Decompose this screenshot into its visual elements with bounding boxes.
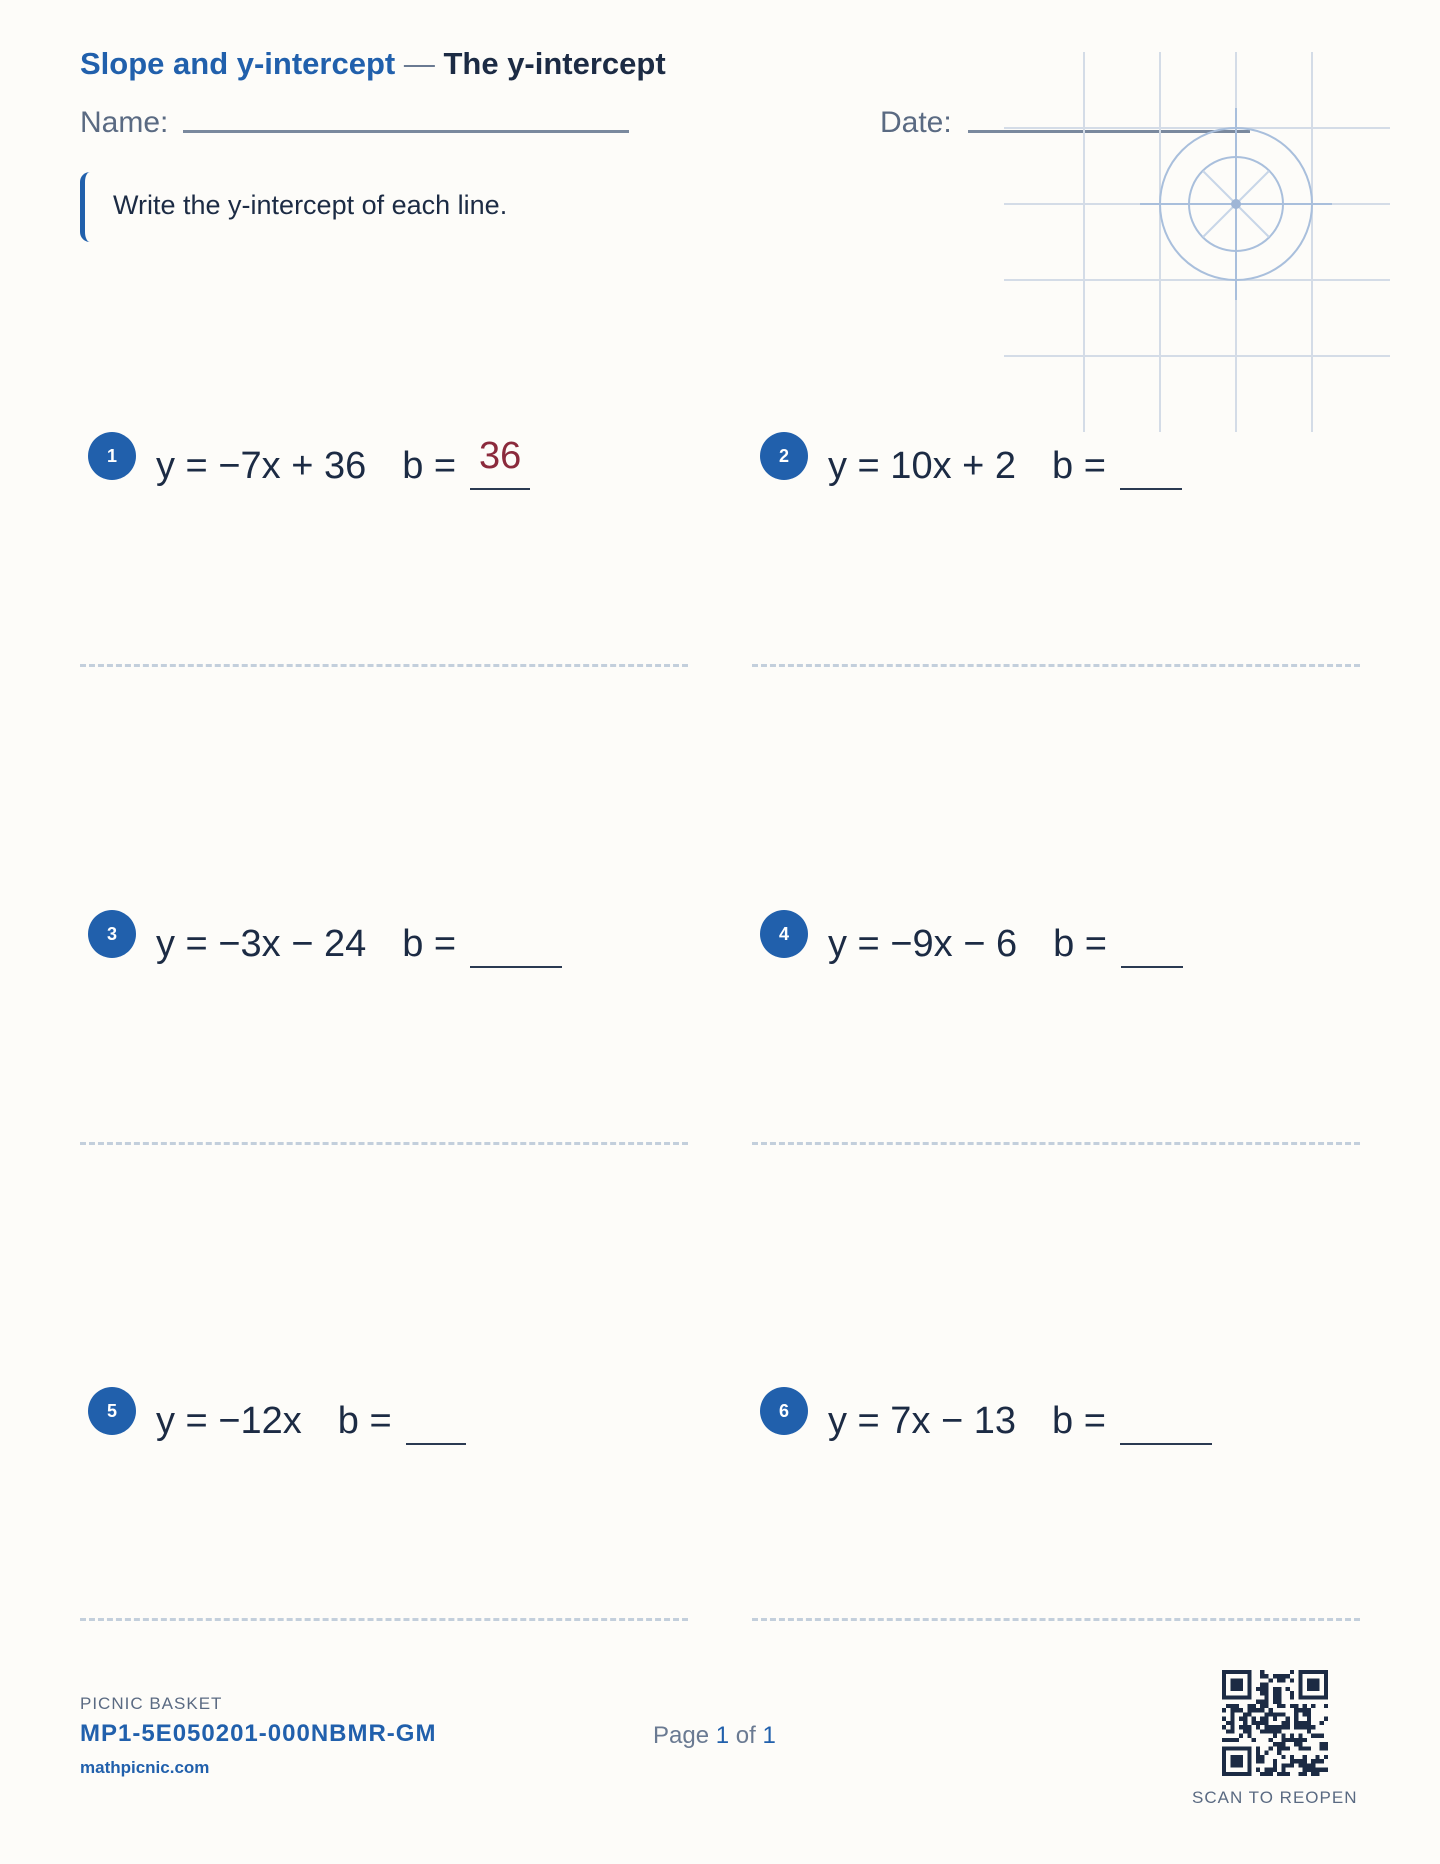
dashed-divider xyxy=(80,1618,688,1621)
page-total: 1 xyxy=(762,1722,776,1749)
date-label: Date: xyxy=(880,106,952,139)
problem-number-badge: 5 xyxy=(88,1387,136,1435)
title-topic: Slope and y-intercept xyxy=(80,46,396,81)
page-title xyxy=(80,46,666,82)
qr-code[interactable] xyxy=(1222,1670,1328,1776)
answer-blank[interactable] xyxy=(470,910,562,968)
problem-equation-row xyxy=(156,432,530,490)
b-label: b = xyxy=(1052,1400,1106,1442)
answer-blank[interactable] xyxy=(1120,1387,1212,1445)
problem-number-badge: 1 xyxy=(88,432,136,480)
worksheet-code: MP1-5E050201-000NBMR-GM xyxy=(80,1720,437,1747)
problem-number-badge: 3 xyxy=(88,910,136,958)
b-label: b = xyxy=(1053,923,1107,965)
page-prefix: Page xyxy=(653,1722,716,1749)
dashed-divider xyxy=(752,1618,1360,1621)
equation: y = 10x + 2 xyxy=(828,445,1017,487)
page-of: of xyxy=(729,1722,763,1749)
problem-number-badge: 6 xyxy=(760,1387,808,1435)
b-label: b = xyxy=(402,445,457,487)
b-label: b = xyxy=(1052,445,1106,487)
problem-equation-row xyxy=(828,910,1183,968)
problem-6 xyxy=(752,1387,1362,1487)
title-separator: — xyxy=(395,46,444,81)
dashed-divider xyxy=(80,1142,688,1145)
equation: y = −9x − 6 xyxy=(828,923,1018,965)
page-current: 1 xyxy=(715,1722,730,1749)
crosshair-grid-decoration xyxy=(1004,52,1394,440)
scan-label: SCAN TO REOPEN xyxy=(1192,1788,1358,1807)
problem-3 xyxy=(80,910,690,1010)
title-subtopic: The y-intercept xyxy=(443,46,666,81)
answer-blank[interactable]: 36 xyxy=(470,432,530,490)
name-field[interactable] xyxy=(183,130,629,133)
equation: y = −12x xyxy=(156,1400,302,1442)
problem-equation-row xyxy=(828,1387,1212,1445)
problem-2 xyxy=(752,432,1362,532)
b-label: b = xyxy=(402,923,457,965)
site-link[interactable]: mathpicnic.com xyxy=(80,1758,210,1777)
equation: y = −7x + 36 xyxy=(156,445,367,487)
name-label: Name: xyxy=(80,106,169,139)
instruction-bracket xyxy=(80,172,90,242)
problem-equation-row xyxy=(828,432,1182,490)
dashed-divider xyxy=(752,1142,1360,1145)
dashed-divider xyxy=(80,664,688,667)
problem-5 xyxy=(80,1387,690,1487)
problem-1 xyxy=(80,432,690,532)
footer-brand: PICNIC BASKET xyxy=(80,1694,223,1713)
problem-number-badge: 2 xyxy=(760,432,808,480)
instruction-text: Write the y-intercept of each line. xyxy=(113,190,508,220)
equation: y = 7x − 13 xyxy=(828,1400,1017,1442)
page-indicator xyxy=(653,1722,776,1750)
problem-4 xyxy=(752,910,1362,1010)
problem-number-badge: 4 xyxy=(760,910,808,958)
b-label: b = xyxy=(337,1400,392,1442)
answer-blank[interactable] xyxy=(1120,432,1182,490)
equation: y = −3x − 24 xyxy=(156,923,367,965)
problem-equation-row xyxy=(156,910,562,968)
answer-blank[interactable] xyxy=(1121,910,1183,968)
dashed-divider xyxy=(752,664,1360,667)
problem-equation-row xyxy=(156,1387,466,1445)
answer-blank[interactable] xyxy=(406,1387,466,1445)
